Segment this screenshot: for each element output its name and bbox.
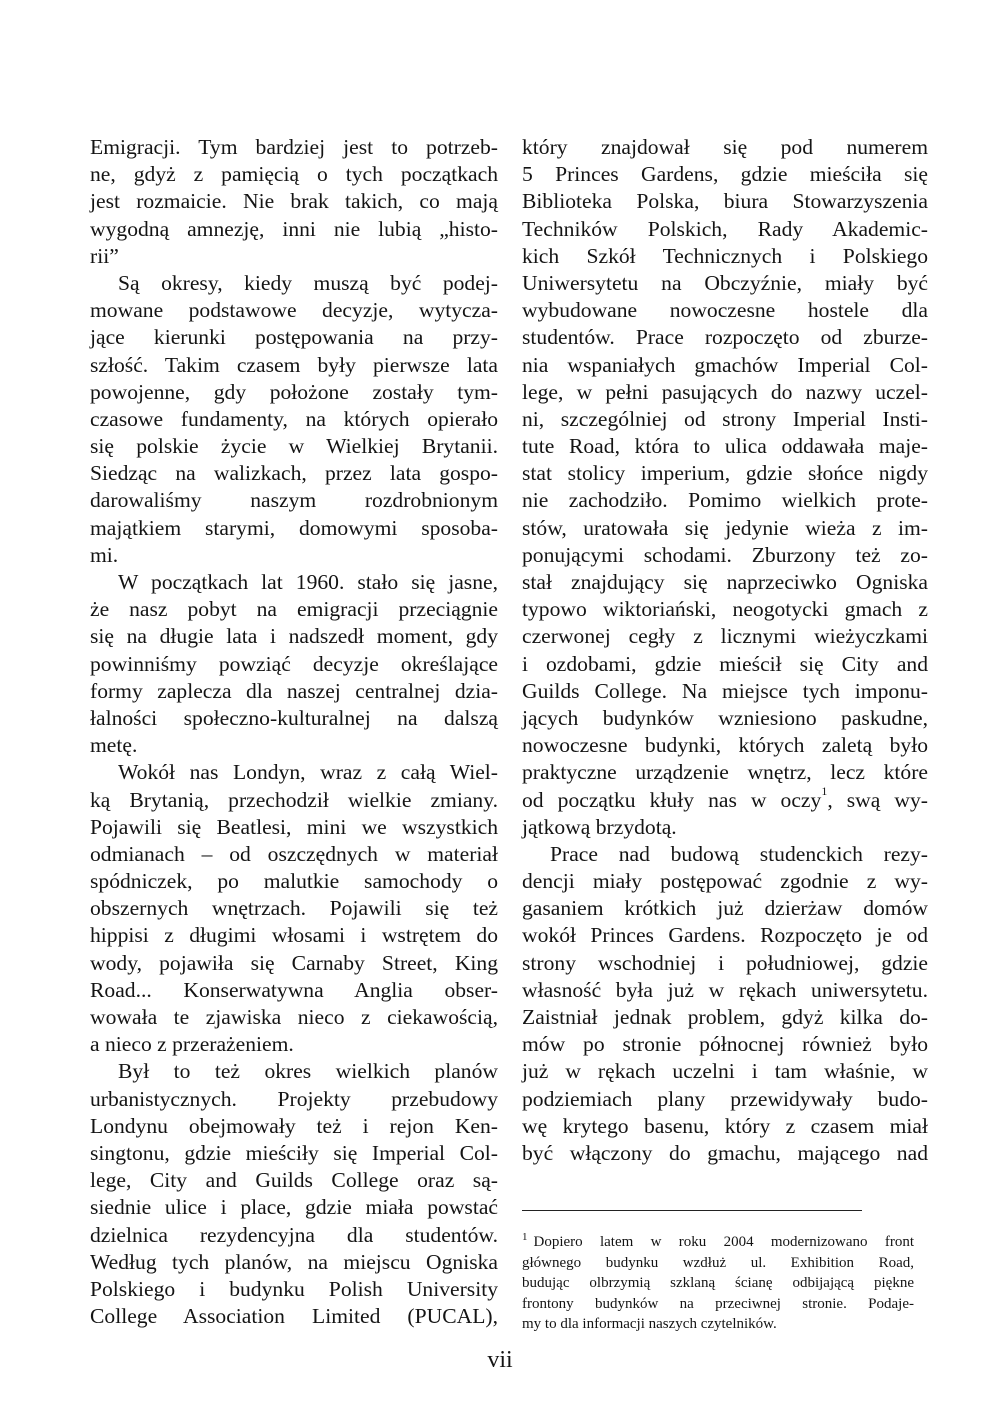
text-line: gasaniem krótkich już dzierżaw domów [522, 896, 928, 921]
text-line: wowała te zjawiska nieco z ciekawością, [90, 1005, 498, 1029]
text-line: odmianach – od oszczędnych w materiał [90, 841, 498, 866]
text-line: ką Brytanią, przechodził wielkie zmiany. [90, 787, 498, 812]
text-line: dencji miały postępować zgodnie z wy- [522, 869, 928, 894]
text-line: ponującymi schodami. Zburzony też zo- [522, 542, 928, 567]
text-line: Są okresy, kiedy muszą być podej- [118, 270, 498, 295]
text-line: powinniśmy powziąć decyzje określające [90, 651, 498, 676]
text-line: już w rękach uczelni i tam właśnie, w [522, 1059, 928, 1084]
page-number: vii [487, 1347, 513, 1373]
footnote-separator [522, 1210, 862, 1211]
text-line: rii” [90, 243, 119, 268]
text-line: siednie ulice i place, gdzie miała powstać [90, 1195, 498, 1220]
text-line: jące kierunki postępowania na przy- [90, 325, 498, 350]
text-line: praktyczne urządzenie wnętrz, lecz które [522, 760, 928, 785]
text-line: W początkach lat 1960. stało się jasne, [118, 570, 498, 594]
text-line: stał znajdujący się naprzeciwko Ogniska [522, 570, 928, 594]
text-line: Zaistniał jednak problem, gdyż kilka do- [522, 1005, 928, 1029]
footnote-line: frontony budynków na przeciwnej stronie. Podaje- [522, 1295, 914, 1312]
text-line: wody, pojawiła się Carnaby Street, King [90, 950, 498, 975]
text-line: formy zaplecza dla naszej centralnej dzia- [90, 678, 498, 703]
text-line: Road... Konserwatywna Anglia obser- [90, 977, 498, 1002]
text-line: nie zachodziło. Pomimo wielkich prote- [522, 488, 928, 513]
text-line: Był to też okres wielkich planów [118, 1059, 498, 1084]
text-line: czerwonej cegły z licznymi wieżyczkami [522, 624, 928, 649]
text-line: nowoczesne budynki, których zaletą było [522, 733, 928, 758]
text-line: ne, gdyż z pamięcią o tych początkach [90, 162, 498, 187]
footnote-line: głównego budynku wzdłuż ul. Exhibition Road, [522, 1254, 914, 1271]
text-line: mowane podstawowe decyzje, wytycza- [90, 298, 498, 323]
footnote-reference[interactable]: 1 [821, 784, 828, 799]
left-column [90, 134, 498, 1330]
text-line: typowo wiktoriański, neogotycki gmach z [522, 597, 928, 622]
text-line: Prace nad budową studenckich rezy- [550, 841, 928, 866]
text-line: własność była już w rękach uniwersytetu. [522, 977, 928, 1002]
text-line: metę. [90, 733, 138, 758]
text-line: Wokół nas Londyn, wraz z całą Wiel- [118, 760, 498, 785]
text-line: który znajdował się pod numerem [522, 135, 928, 159]
text-line: darowaliśmy naszym rozdrobnionym [90, 488, 498, 513]
footnote-line: my to dla informacji naszych czytelników. [522, 1316, 777, 1332]
text-line: ni, szczególniej od strony Imperial Insti- [522, 406, 928, 431]
text-line: studentów. Prace rozpoczęto od zburze- [522, 325, 928, 350]
text-line: się polskie życie w Wielkiej Brytanii. [90, 434, 498, 459]
text-line: stat stolicy imperium, gdzie słońce nigdy [522, 461, 928, 486]
text-line: od początku kłuły nas w oczy$^1$, swą wy- [522, 784, 928, 812]
text-line: się na długie lata i nadszedł moment, gdy [90, 624, 498, 649]
footnote-text: Dopiero latem w roku 2004 modernizowano front [533, 1234, 914, 1250]
text-line: obszernych wnętrzach. Pojawili się też [90, 896, 498, 921]
text-line: jących budynków wzniesiono paskudne, [522, 705, 928, 730]
text-line: Emigracji. Tym bardziej jest to potrzeb- [90, 135, 498, 159]
text-line: być włączony do gmachu, mającego nad [522, 1140, 928, 1165]
text-line: dzielnica rezydencyjna dla studentów. [90, 1222, 498, 1247]
text-line: Guilds College. Na miejsce tych imponu- [522, 678, 928, 703]
right-column [522, 134, 928, 1167]
text-line: mi. [90, 542, 119, 567]
text-line: hippisi z długimi włosami i wstrętem do [90, 923, 498, 948]
text-line: Biblioteka Polska, biura Stowarzyszenia [522, 189, 928, 214]
text-line: Siedząc na walizkach, przez lata gospo- [90, 461, 498, 486]
text-line: 5 Princes Gardens, gdzie mieściła się [522, 162, 928, 187]
text-line: że nasz pobyt na emigracji przeciągnie [90, 597, 498, 622]
text-line: Techników Polskich, Rady Akademic- [522, 216, 928, 241]
text-line: lege, w pełni pasujących do nazwy uczel- [522, 379, 928, 404]
text-line: College Association Limited (PUCAL), [90, 1304, 498, 1329]
text-line: tute Road, która to ulica oddawała maje- [522, 434, 928, 459]
text-line: lege, City and Guilds College oraz są- [90, 1168, 498, 1193]
text-line: powojenne, gdy położone zostały tym- [90, 379, 498, 404]
text-line: mów po stronie północnej również było [522, 1032, 928, 1057]
text-line: podziemiach plany przewidywały budo- [522, 1086, 928, 1111]
text-line: wygodną amnezję, inni nie lubią „histo- [90, 216, 498, 241]
footnote-marker: 1 [522, 1231, 528, 1243]
text-line: Londynu obejmowały też i rejon Ken- [90, 1113, 498, 1138]
text-line: łalności społeczno-kulturalnej na dalszą [90, 705, 498, 730]
text-line: i ozdobami, gdzie mieścił się City and [522, 651, 928, 676]
text-line: stów, uratowała się jedynie wieża z im- [522, 515, 928, 540]
text-line: nia wspaniałych gmachów Imperial Col- [522, 352, 928, 377]
text-line: Pojawili się Beatlesi, mini we wszystkich [90, 814, 498, 839]
text-line: jest rozmaicie. Nie brak takich, co mają [90, 189, 498, 214]
text-line: wę krytego basenu, który z czasem miał [522, 1113, 928, 1138]
text-line: majątkiem starymi, domowymi sposoba- [90, 515, 498, 540]
text-line: jątkową brzydotą. [522, 814, 677, 839]
text-line: urbanistycznych. Projekty przebudowy [90, 1086, 498, 1111]
text-line: a nieco z przerażeniem. [90, 1032, 294, 1057]
text-line: singtonu, gdzie mieściły się Imperial Col- [90, 1140, 498, 1165]
text-line: wybudowane nowoczesne hostele dla [522, 298, 928, 323]
footnote-line [522, 1232, 914, 1253]
text-line: Uniwersytetu na Obczyźnie, miały być [522, 270, 928, 295]
text-line: czasowe fundamenty, na których opierało [90, 406, 498, 431]
text-line: strony wschodniej i południowej, gdzie [522, 950, 928, 975]
footnote [522, 1232, 928, 1335]
text-line: szłość. Takim czasem były pierwsze lata [90, 352, 498, 377]
text-line: Według tych planów, na miejscu Ogniska [90, 1249, 498, 1274]
text-line: Polskiego i budynku Polish University [90, 1276, 498, 1301]
footnote-line: budując olbrzymią szklaną ścianę odbijającą piękne [522, 1275, 914, 1291]
text-line: spódniczek, po malutkie samochody o [90, 869, 498, 894]
text-line: wokół Princes Gardens. Rozpoczęto je od [522, 923, 928, 948]
text-line: kich Szkół Technicznych i Polskiego [522, 243, 928, 268]
